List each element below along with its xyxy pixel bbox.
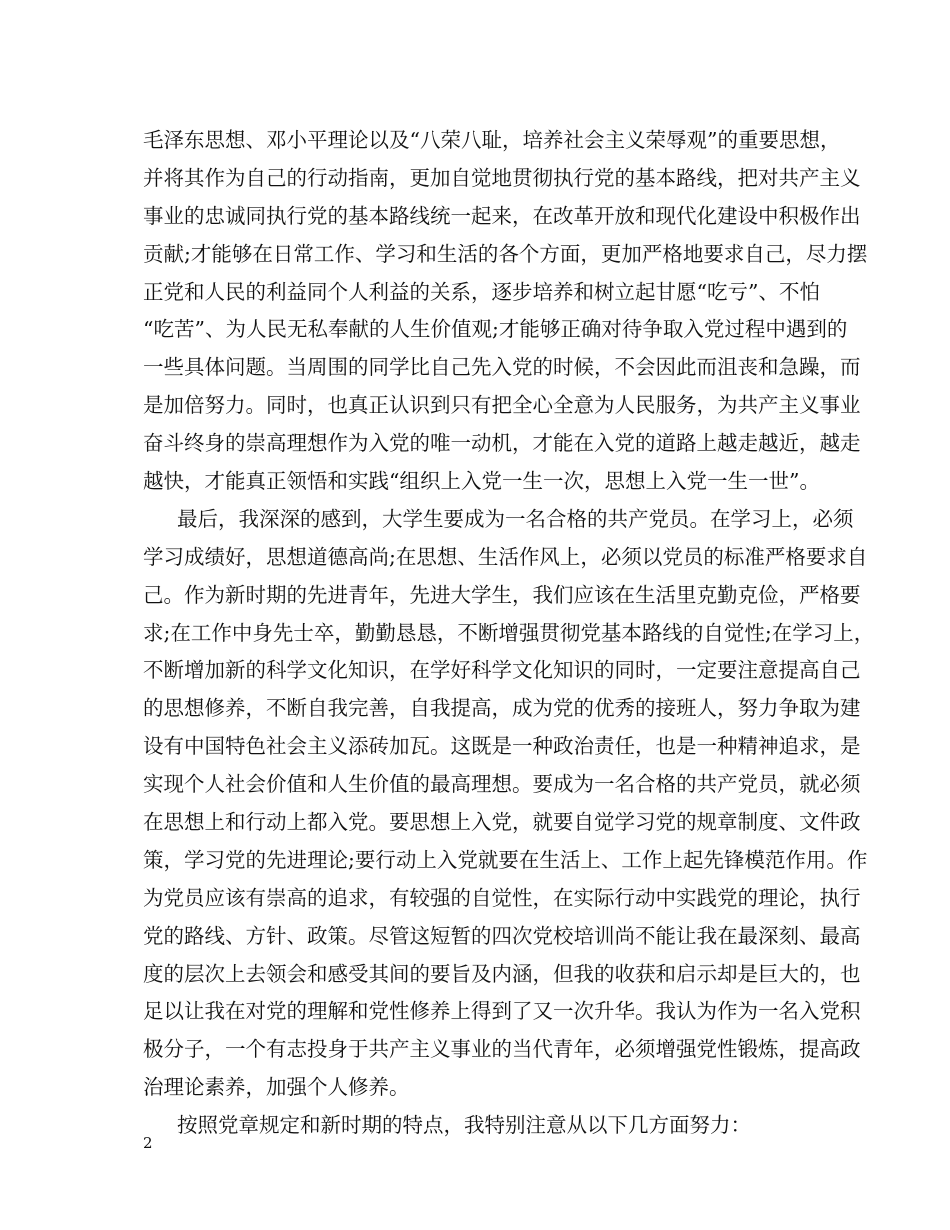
text-line: 一些具体问题。当周围的同学比自己先入党的时候，不会因此而沮丧和急躁，而 xyxy=(143,355,861,380)
text-line: 为党员应该有崇高的追求，有较强的自觉性，在实际行动中实践党的理论，执行 xyxy=(143,885,861,910)
text-line: 己。作为新时期的先进青年，先进大学生，我们应该在生活里克勤克俭，严格要 xyxy=(143,582,861,607)
text-line: 并将其作为自己的行动指南，更加自觉地贯彻执行党的基本路线，把对共产主义 xyxy=(143,165,861,190)
text-line: 策，学习党的先进理论;要行动上入党就要在生活上、工作上起先锋模范作用。作 xyxy=(143,847,868,872)
body-text xyxy=(143,122,875,1145)
text-line: 毛泽东思想、邓小平理论以及“八荣八耻，培养社会主义荣辱观”的重要思想， xyxy=(143,128,841,152)
text-line: 实现个人社会价值和人生价值的最高理想。要成为一名合格的共产党员，就必须 xyxy=(143,772,861,797)
text-line: 越快，才能真正领悟和实践“组织上入党一生一次，思想上入党一生一世”。 xyxy=(143,469,820,494)
text-line: 是加倍努力。同时，也真正认识到只有把全心全意为人民服务，为共产主义事业 xyxy=(143,393,861,418)
text-line: 正党和人民的利益同个人利益的关系，逐步培养和树立起甘愿“吃亏”、不怕 xyxy=(143,279,820,304)
text-line: 求;在工作中身先士卒，勤勤恳恳，不断增强贯彻党基本路线的自觉性;在学习上， xyxy=(143,620,875,645)
text-line: 治理论素养，加强个人修养。 xyxy=(143,1075,410,1100)
text-line: “吃苦”、为人民无私奉献的人生价值观;才能够正确对待争取入党过程中遇到的 xyxy=(143,317,848,342)
text-line: 事业的忠诚同执行党的基本路线统一起来，在改革开放和现代化建设中积极作出 xyxy=(143,203,861,228)
text-line: 按照党章规定和新时期的特点，我特别注意从以下几方面努力： xyxy=(177,1113,751,1138)
text-line: 党的路线、方针、政策。尽管这短暂的四次党校培训尚不能让我在最深刻、最高 xyxy=(143,923,861,948)
text-line: 奋斗终身的崇高理想作为入党的唯一动机，才能在入党的道路上越走越近，越走 xyxy=(143,431,861,456)
text-line: 在思想上和行动上都入党。要思想上入党，就要自觉学习党的规章制度、文件政 xyxy=(143,810,861,835)
text-line: 学习成绩好，思想道德高尚;在思想、生活作风上，必须以党员的标准严格要求自 xyxy=(143,544,868,569)
text-line: 极分子，一个有志投身于共产主义事业的当代青年，必须增强党性锻炼，提高政 xyxy=(143,1037,861,1062)
text-line: 足以让我在对党的理解和党性修养上得到了又一次升华。我认为作为一名入党积 xyxy=(143,999,861,1024)
page-number: 2 xyxy=(143,1134,153,1152)
text-line: 的思想修养，不断自我完善，自我提高，成为党的优秀的接班人，努力争取为建 xyxy=(143,696,861,721)
text-line: 贡献;才能够在日常工作、学习和生活的各个方面，更加严格地要求自己，尽力摆 xyxy=(143,241,868,266)
text-line: 不断增加新的科学文化知识，在学好科学文化知识的同时，一定要注意提高自己 xyxy=(143,658,861,683)
text-line: 度的层次上去领会和感受其间的要旨及内涵，但我的收获和启示却是巨大的，也 xyxy=(143,961,861,986)
text-line: 最后，我深深的感到，大学生要成为一名合格的共产党员。在学习上，必须 xyxy=(177,506,854,531)
text-line: 设有中国特色社会主义添砖加瓦。这既是一种政治责任，也是一种精神追求，是 xyxy=(143,734,861,759)
